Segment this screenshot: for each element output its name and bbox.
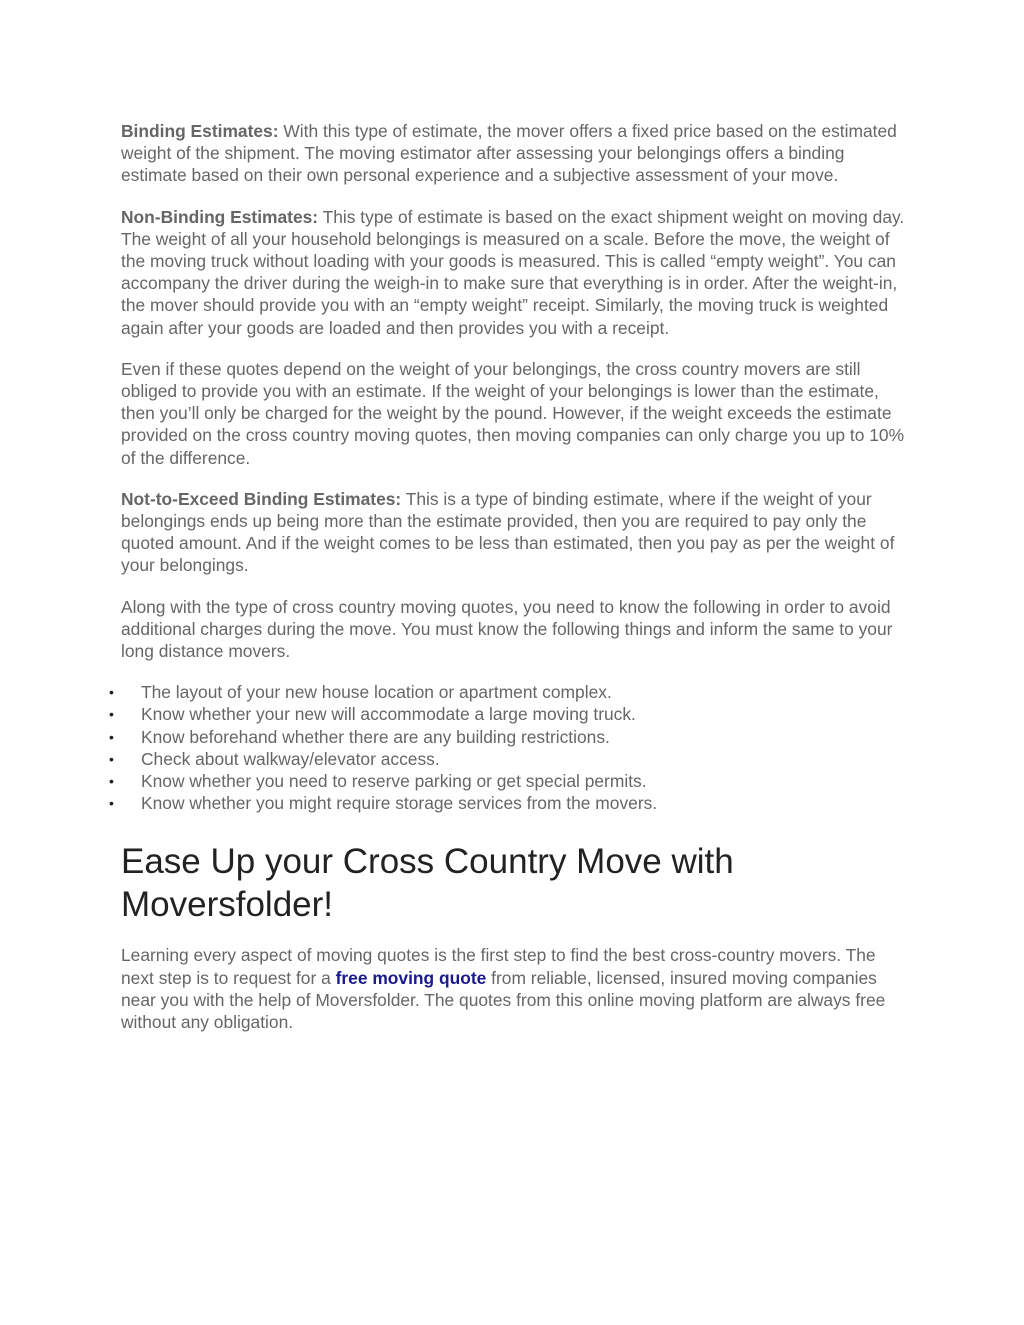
list-item — [109, 681, 911, 703]
weight-obligation-paragraph: Even if these quotes depend on the weight of your belongings, the cross country movers are still obliged to provide you with an estimate. If the weight of your belongings is lower than the estimate, then you’ll only be charged for the weight by the pound. However, if the weight exceeds the estimate provided on the cross country moving quotes, then moving companies can only charge you up to 10% of the difference. — [121, 358, 905, 468]
list-item-text: Check about walkway/elevator access. — [141, 748, 440, 769]
non-binding-estimates-text: This type of estimate is based on the exact shipment weight on moving day. The weight of all your household belongings is measured on a scale. Before the move, the weight of the moving truck without loading with your goods is measured. This is called “empty weight”. You can accompany the driver during the weigh-in to make sure that everything is in order. After the weight-in, the mover should provide you with an “empty weight” receipt. Similarly, the moving truck is weighted again after your goods are loaded and then provides you with a receipt. — [121, 206, 905, 338]
list-item — [109, 726, 911, 748]
checklist — [109, 681, 911, 814]
bullet-icon: • — [109, 728, 114, 745]
document-page — [109, 120, 911, 1052]
bullet-icon: • — [109, 795, 114, 812]
list-item — [109, 748, 911, 770]
list-item — [109, 770, 911, 792]
list-item-text: Know beforehand whether there are any building restrictions. — [141, 726, 610, 747]
list-item — [109, 792, 911, 814]
closing-text-end: from reliable, licensed, insured moving companies near you with the help of Moversfolder. The quotes from this online moving platform are always free without any obligation. — [121, 967, 886, 1033]
not-to-exceed-text: This is a type of binding estimate, where if the weight of your belongings ends up being more than the estimate provided, then you are required to pay only the quoted amount. And if the weight comes to be less than estimated, then you pay as per the weight of your belongings. — [121, 488, 895, 576]
binding-estimates-paragraph — [121, 120, 911, 187]
non-binding-estimates-paragraph — [121, 206, 911, 339]
bullet-icon: • — [109, 773, 114, 790]
list-item-text: Know whether your new will accommodate a large moving truck. — [141, 704, 636, 725]
closing-text-start: Learning every aspect of moving quotes is the first step to find the best cross-country movers. The next step is to request for a — [121, 945, 876, 988]
section-heading: Ease Up your Cross Country Move with Moversfolder! — [121, 842, 734, 925]
list-item-text: The layout of your new house location or apartment complex. — [141, 682, 612, 703]
binding-estimates-text: With this type of estimate, the mover offers a fixed price based on the estimated weight of the shipment. The moving estimator after assessing your belongings offers a binding estimate based on their own personal experience and a subjective assessment of your move. — [121, 121, 897, 186]
bullet-icon: • — [109, 684, 114, 701]
binding-estimates-lead: Binding Estimates: — [121, 121, 279, 141]
list-item-text: Know whether you might require storage services from the movers. — [141, 793, 658, 814]
free-moving-quote-link[interactable]: free moving quote — [335, 967, 487, 988]
not-to-exceed-paragraph — [121, 488, 911, 577]
non-binding-estimates-lead: Non-Binding Estimates: — [121, 206, 319, 227]
closing-paragraph — [121, 944, 911, 1033]
bullet-icon: • — [109, 750, 114, 767]
list-item — [109, 703, 911, 725]
additional-charges-paragraph: Along with the type of cross country moving quotes, you need to know the following in order to avoid additional charges during the move. You must know the following things and inform the same to your long distance movers. — [121, 596, 893, 662]
not-to-exceed-lead: Not-to-Exceed Binding Estimates: — [121, 488, 402, 509]
bullet-icon: • — [109, 706, 114, 723]
list-item-text: Know whether you need to reserve parking or get special permits. — [141, 771, 647, 792]
